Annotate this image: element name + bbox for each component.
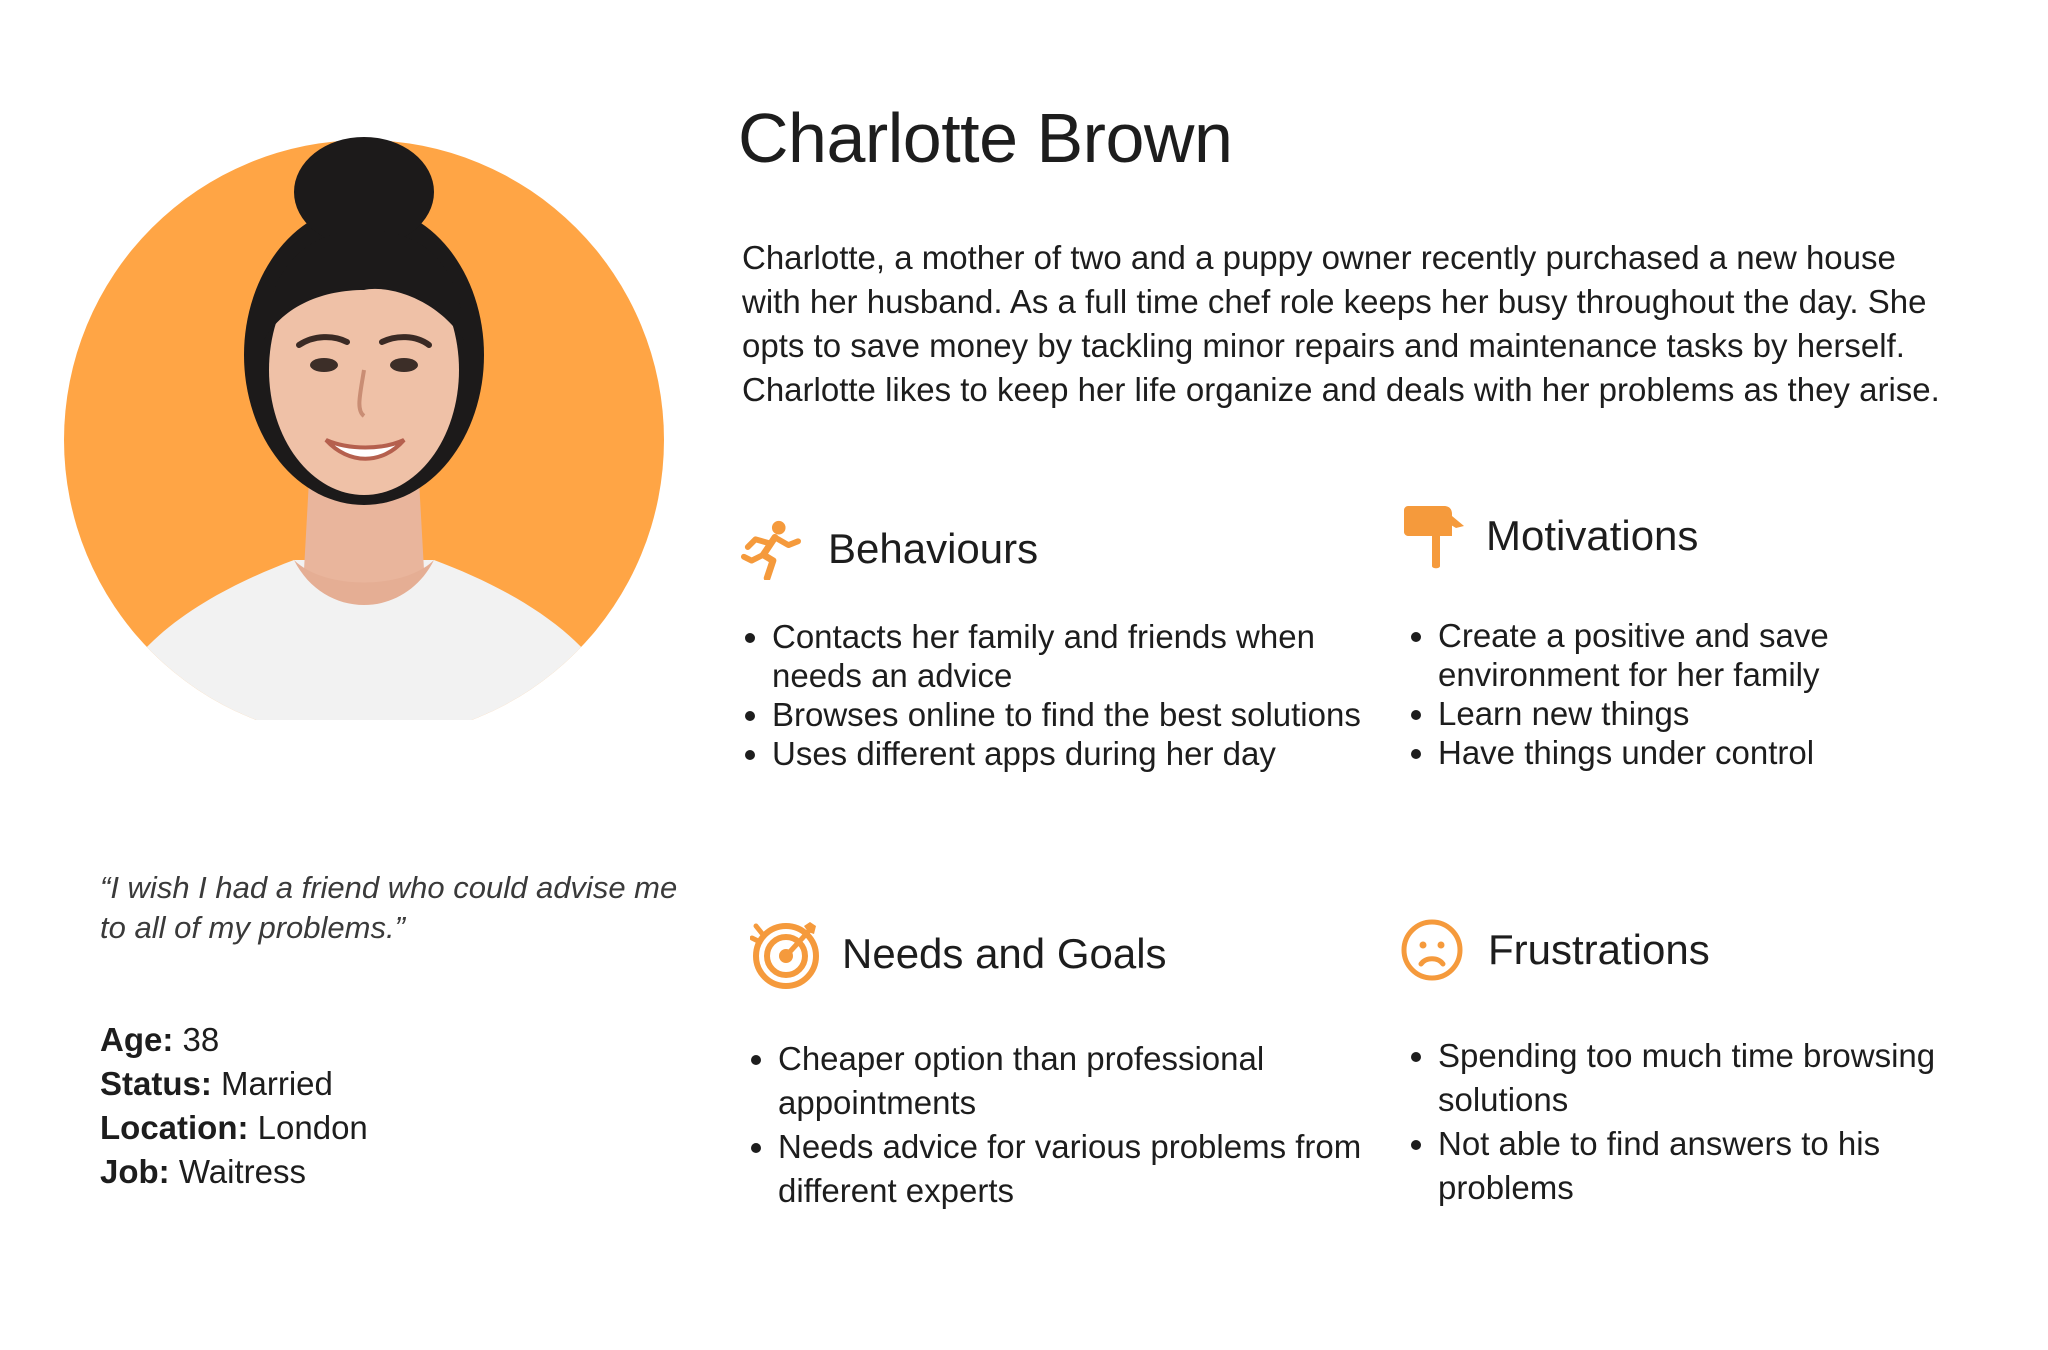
persona-bio: Charlotte, a mother of two and a puppy owner recently purchased a new house with her husband. As a full time chef role keeps her busy throughout the day. She opts to save money by tackling minor repairs and maintenance tasks by herself. Charlotte likes to keep her life organize and deals with her problems as they arise. <box>742 239 1940 408</box>
fact-label: Location: <box>100 1109 249 1146</box>
motivations-header <box>1404 502 1698 570</box>
fact-job <box>100 1150 368 1194</box>
frustrations-header <box>1400 918 1710 982</box>
target-icon <box>750 918 822 990</box>
list-item: • Cheaper option than professional appointments <box>778 1037 1398 1125</box>
fact-status <box>100 1062 368 1106</box>
list-item: • Needs advice for various problems from different experts <box>778 1125 1398 1213</box>
list-item: • Not able to find answers to his problems <box>1438 1122 1998 1210</box>
fact-label: Status: <box>100 1065 212 1102</box>
needs-goals-list <box>746 1037 1398 1213</box>
behaviours-header <box>740 518 1038 580</box>
thumbs-down-icon <box>1404 502 1470 570</box>
fact-value: Married <box>221 1065 333 1102</box>
fact-value: London <box>257 1109 368 1146</box>
persona-facts <box>100 1018 368 1194</box>
needs-goals-title: Needs and Goals <box>842 930 1167 977</box>
fact-value: 38 <box>182 1021 220 1058</box>
list-item: • Learn new things <box>1438 694 1998 733</box>
running-person-icon <box>740 518 802 580</box>
list-item: • Browses online to find the best solutions <box>772 695 1392 734</box>
motivations-title: Motivations <box>1486 512 1699 559</box>
list-item: • Create a positive and save environment for her family <box>1438 616 1998 694</box>
needs-goals-header <box>750 918 1167 990</box>
fact-location <box>100 1106 368 1150</box>
motivations-list <box>1406 616 1998 772</box>
sad-face-icon <box>1400 918 1464 982</box>
persona-portrait <box>64 120 664 720</box>
frustrations-title: Frustrations <box>1488 926 1710 973</box>
list-item: • Spending too much time browsing solutions <box>1438 1034 1998 1122</box>
fact-value: Waitress <box>178 1153 306 1190</box>
persona-name: Charlotte Brown <box>738 99 1233 177</box>
list-item: • Have things under control <box>1438 733 1998 772</box>
fact-label: Job: <box>100 1153 170 1190</box>
frustrations-list <box>1406 1034 1998 1210</box>
list-item: • Contacts her family and friends when needs an advice <box>772 617 1392 695</box>
persona-quote: “I wish I had a friend who could advise me to all of my problems.” <box>100 870 678 945</box>
fact-label: Age: <box>100 1021 174 1058</box>
behaviours-title: Behaviours <box>828 525 1039 572</box>
fact-age <box>100 1018 368 1062</box>
behaviours-list <box>740 617 1392 773</box>
list-item: • Uses different apps during her day <box>772 734 1392 773</box>
persona-photo <box>64 120 664 720</box>
